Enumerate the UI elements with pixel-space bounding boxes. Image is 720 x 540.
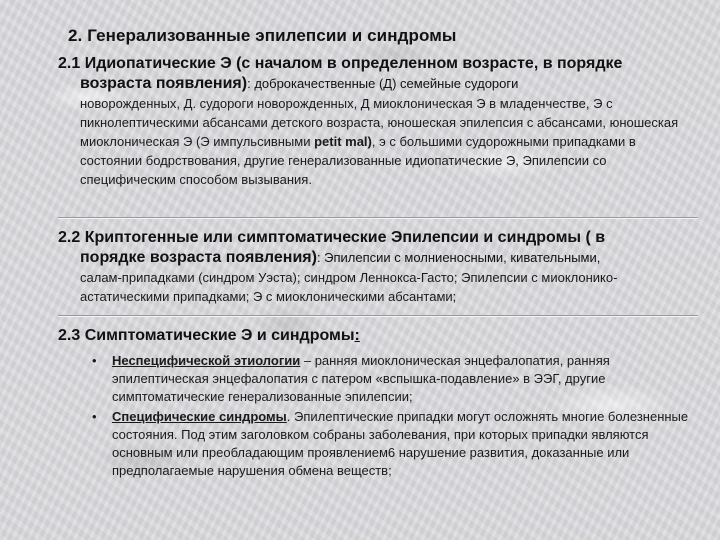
- section-idiopathic: [58, 54, 698, 189]
- section-symptomatic-heading: [58, 326, 698, 346]
- section-idiopathic-body-bold: petit mal): [314, 134, 372, 149]
- divider: [58, 217, 698, 219]
- section-idiopathic-heading-line1: 2.1 Идиопатические Э (с началом в определенном возрасте, в порядке: [58, 55, 623, 72]
- slide-title: 2. Генерализованные эпилепсии и синдромы: [68, 26, 457, 45]
- section-idiopathic-heading-tail: : доброкачественные (Д) семейные судороги: [247, 76, 519, 91]
- section-cryptogenic-heading-line2: порядке возраста появления): [80, 249, 317, 266]
- section-symptomatic-list: [58, 352, 698, 480]
- section-cryptogenic-heading-line1: 2.2 Криптогенные или симптоматические Эпилепсии и синдромы ( в: [58, 229, 606, 246]
- bullet-icon: •: [92, 409, 97, 424]
- section-idiopathic-heading-line2: возраста появления): [80, 75, 248, 92]
- list-item-term: Неспецифической этиологии: [112, 353, 301, 368]
- list-item: [58, 408, 698, 480]
- section-cryptogenic-heading-tail: : Эпилепсии с молниеносными, кивательными,: [316, 250, 601, 265]
- list-item-text: . Эпилептические припадки могут осложнять многие болезненные состояния. Под этим заголовком собраны заболевания, при которых припадки являются основным или преобладающим проявлением6 нарушение развития, доказанные или предполагаемые нарушения обмена веществ;: [112, 409, 689, 478]
- list-item: [58, 352, 698, 406]
- section-idiopathic-body-end: , э с большими судорожными припадками в состоянии бодрствования, другие генерализованные идиопатические Э, Эпилепсии со специфическим способом вызывания.: [80, 134, 636, 187]
- section-cryptogenic-body: салам-припадками (синдром Уэста); синдром Леннокса-Гасто; Эпилепсии с миоклонико-астатическими припадками; Э с миоклоническими абсантами;: [80, 270, 618, 304]
- list-item-text: – ранняя миоклоническая энцефалопатия, ранняя эпилептическая энцефалопатия с патером «вспышка-подавление» в ЭЭГ, другие симптоматические генерализованные эпилепсии;: [112, 353, 610, 404]
- section-cryptogenic: [58, 228, 698, 306]
- bullet-icon: •: [92, 353, 97, 368]
- section-cryptogenic-heading: [58, 228, 698, 268]
- section-idiopathic-body-main: новорожденных, Д. судороги новорожденных, Д миоклоническая Э в младенчестве, Э с пикнолептическими абсансами детского возраста, юношеская эпилепсия с абсансами, юношеская миоклоническая Э (Э импульсивными: [80, 96, 679, 149]
- divider: [58, 315, 698, 317]
- section-idiopathic-heading: [58, 54, 698, 94]
- section-symptomatic-heading-colon: :: [354, 327, 360, 344]
- section-symptomatic-heading-text: 2.3 Симптоматические Э и синдромы: [58, 327, 355, 344]
- section-symptomatic: [58, 326, 698, 482]
- list-item-term: Специфические синдромы: [112, 409, 287, 424]
- section-idiopathic-body: [58, 94, 698, 189]
